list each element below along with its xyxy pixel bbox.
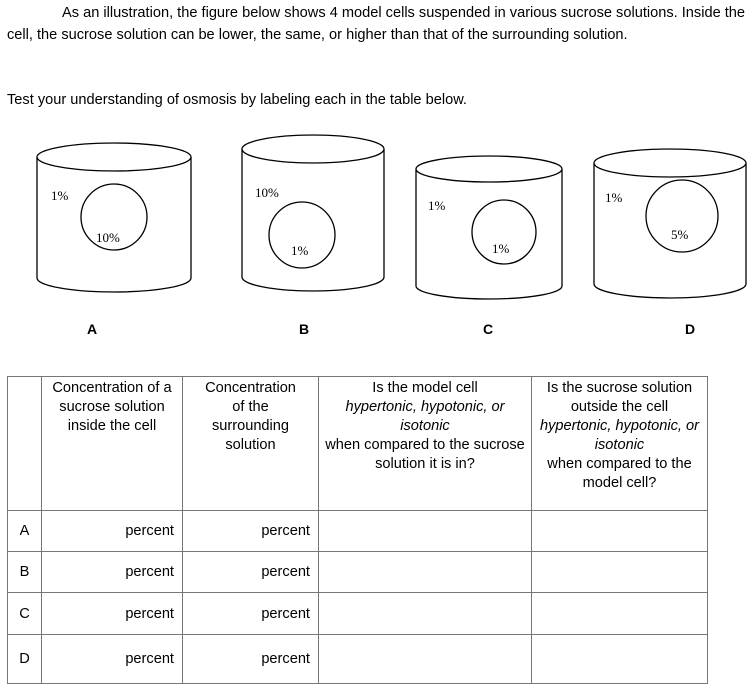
table-row — [8, 635, 708, 684]
cell-tonicity-answer[interactable] — [319, 511, 532, 552]
model-label-b: B — [299, 321, 310, 337]
model-cells-figure — [0, 130, 752, 350]
cell-b — [269, 202, 335, 268]
table-header-row — [8, 377, 708, 511]
solution-tonicity-answer[interactable] — [532, 511, 708, 552]
row-label: C — [8, 593, 42, 635]
solution-tonicity-answer[interactable] — [532, 593, 708, 635]
instruction-text: Test your understanding of osmosis by labeling each in the table below. — [7, 92, 467, 108]
intro-paragraph: As an illustration, the figure below shows 4 model cells suspended in various sucrose solutions. Inside the cell, the sucrose solution can be lower, the same, or higher than that of the surrounding solution. — [7, 5, 746, 43]
inside-percent-cell[interactable]: percent — [42, 552, 183, 593]
osmosis-table — [7, 376, 708, 684]
model-label-c: C — [483, 321, 494, 337]
cell-tonicity-answer[interactable] — [319, 593, 532, 635]
surrounding-percent-cell[interactable]: percent — [183, 511, 319, 552]
surrounding-percent-cell[interactable]: percent — [183, 635, 319, 684]
table-row — [8, 552, 708, 593]
inside-percent-cell[interactable]: percent — [42, 635, 183, 684]
row-label: A — [8, 511, 42, 552]
inside-concentration-b: 1% — [291, 243, 309, 258]
outside-concentration-a: 1% — [51, 188, 69, 203]
header-inside-concentration: Concentration of a sucrose solution inside the cell — [42, 377, 183, 511]
beaker-c — [416, 156, 562, 299]
header-blank — [8, 377, 42, 511]
row-label: B — [8, 552, 42, 593]
inside-percent-cell[interactable]: percent — [42, 593, 183, 635]
beaker-a — [37, 143, 191, 292]
beaker-d — [594, 149, 746, 298]
inside-percent-cell[interactable]: percent — [42, 511, 183, 552]
intro-text — [7, 2, 747, 46]
model-label-d: D — [685, 321, 696, 337]
inside-concentration-a: 10% — [96, 230, 120, 245]
outside-concentration-c: 1% — [428, 198, 446, 213]
cell-tonicity-answer[interactable] — [319, 552, 532, 593]
outside-concentration-b: 10% — [255, 185, 279, 200]
surrounding-percent-cell[interactable]: percent — [183, 593, 319, 635]
model-label-a: A — [87, 321, 98, 337]
header-cell-tonicity: Is the model cell hypertonic, hypotonic, or isotonic when compared to the sucrose solution it is in? — [319, 377, 532, 511]
header-surrounding-concentration: Concentration of the surrounding solution — [183, 377, 319, 511]
surrounding-percent-cell[interactable]: percent — [183, 552, 319, 593]
header-solution-tonicity: Is the sucrose solution outside the cell hypertonic, hypotonic, or isotonic when compared to the model cell? — [532, 377, 708, 511]
row-label: D — [8, 635, 42, 684]
inside-concentration-d: 5% — [671, 227, 689, 242]
inside-concentration-c: 1% — [492, 241, 510, 256]
table-row — [8, 511, 708, 552]
solution-tonicity-answer[interactable] — [532, 552, 708, 593]
solution-tonicity-answer[interactable] — [532, 635, 708, 684]
table-row — [8, 593, 708, 635]
outside-concentration-d: 1% — [605, 190, 623, 205]
beaker-b — [242, 135, 384, 291]
cell-tonicity-answer[interactable] — [319, 635, 532, 684]
